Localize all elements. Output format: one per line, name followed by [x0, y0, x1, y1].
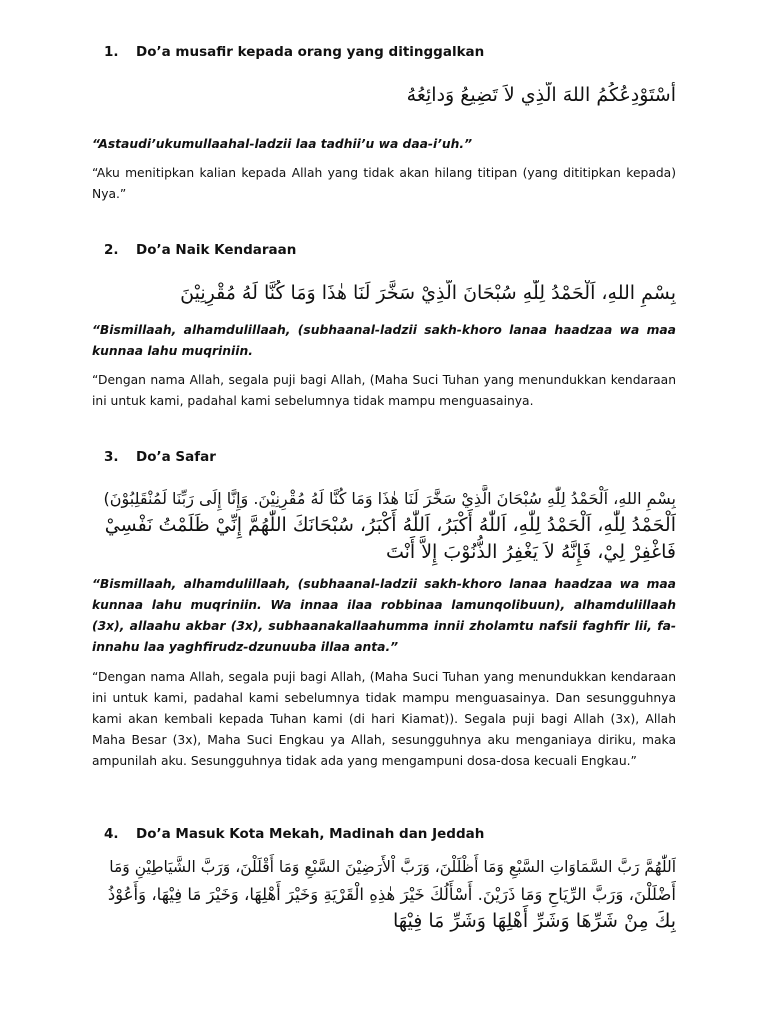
arabic-line: اَللّٰهُمَّ رَبَّ السَّمَاوَاتِ السَّبْعِ وَمَا أَظْلَلْنَ، وَرَبَّ اْلأَرَضِيْنَ السَّبْعِ وَمَا أَقْلَلْنَ، وَرَبَّ الشَّيَاطِيْنِ وَمَا — [109, 858, 676, 876]
section-number: 1. — [104, 44, 119, 60]
section-heading — [92, 242, 296, 258]
arabic-line: بِسْمِ اللهِ، اَلْحَمْدُ لِلّٰهِ سُبْحَانَ الَّذِيْ سَخَّرَ لَنَا هٰذَا وَمَا كُنَّا لَهُ مُقْرِنِيْنَ. وَإِنَّا إِلَى رَبِّنَا لَمُنْقَلِبُوْنَ) — [103, 489, 676, 508]
translation: “Aku menitipkan kalian kepada Allah yang tidak akan hilang titipan (yang dititipkan kepada) Nya.” — [92, 166, 676, 201]
arabic-line: اَلْحَمْدُ لِلّٰهِ، اَلْحَمْدُ لِلّٰهِ، اَللّٰهُ أَكْبَرُ، اَللّٰهُ أَكْبَرُ، سُبْحَانَكَ اللّٰهُمَّ إِنِّيْ ظَلَمْتُ نَفْسِيْ — [104, 514, 676, 536]
section-number: 4. — [104, 826, 119, 842]
section-title: Do’a Naik Kendaraan — [136, 242, 297, 258]
section-number: 3. — [104, 449, 119, 465]
section-title: Do’a musafir kepada orang yang ditinggalkan — [136, 44, 485, 60]
arabic-line: بِسْمِ اللهِ، اَلْحَمْدُ لِلّٰهِ سُبْحَانَ الَّذِيْ سَخَّرَ لَنَا هٰذَا وَمَا كُنَّا لَهُ مُقْرِنِيْنَ — [180, 282, 676, 304]
section-heading — [92, 449, 216, 465]
transliteration: “Bismillaah, alhamdulillaah, (subhaanal-ladzii sakh-khoro lanaa haadzaa wa maa kunnaa lahu muqriniin. — [92, 323, 676, 358]
arabic-text — [92, 280, 676, 307]
section-number: 2. — [104, 242, 119, 258]
section-title: Do’a Masuk Kota Mekah, Madinah dan Jeddah — [136, 826, 485, 842]
arabic-text — [92, 854, 676, 935]
transliteration: “Bismillaah, alhamdulillaah, (subhaanal-ladzii sakh-khoro lanaa haadzaa wa maa kunnaa lahu muqriniin. Wa innaa ilaa robbinaa lamunqolibuun), alhamdulillaah (3x), allaahu akbar (3x), subhaanakallaahumma innii zholamtu nafsii faghfir lii, fa-innahu laa yaghfirudz-dzunuuba illaa anta.” — [92, 577, 676, 654]
arabic-line: فَاغْفِرْ لِيْ، فَإِنَّهُ لاَ يَغْفِرُ الذُّنُوْبَ إِلاَّ أَنْتَ — [385, 541, 676, 563]
section-heading — [92, 826, 484, 842]
arabic-line: أَسْتَوْدِعُكُمُ اللهَ الَّذِي لاَ تَضِيعُ وَدائِعُهُ — [406, 84, 676, 106]
section-heading — [92, 44, 484, 60]
arabic-line: أَضْلَلْنَ، وَرَبَّ الرِّيَاحِ وَمَا ذَرَيْنَ. أَسْأَلُكَ خَيْرَ هٰذِهِ الْقَرْيَةِ وَخَيْرَ أَهْلِهَا، وَخَيْرَ مَا فِيْهَا، وَأَعُوْذُ — [107, 885, 676, 904]
transliteration: “Astaudi’ukumullaahal-ladzii laa tadhii’u wa daa-i’uh.” — [92, 137, 473, 151]
arabic-text — [92, 82, 676, 109]
arabic-text — [92, 485, 676, 566]
arabic-line: بِكَ مِنْ شَرِّهَا وَشَرِّ أَهْلِهَا وَشَرِّ مَا فِيْهَا — [392, 910, 676, 932]
section-title: Do’a Safar — [136, 449, 216, 465]
translation: “Dengan nama Allah, segala puji bagi Allah, (Maha Suci Tuhan yang menundukkan kendaraan ini untuk kami, padahal kami sebelumnya tidak mampu menguasainya. — [92, 373, 676, 408]
translation: “Dengan nama Allah, segala puji bagi Allah, (Maha Suci Tuhan yang menundukkan kendaraan ini untuk kami, padahal kami sebelumnya tidak mampu menguasainya. Dan sesungguhnya kami akan kembali kepada Tuhan kami (di hari Kiamat)). Segala puji bagi Allah (3x), Allah Maha Besar (3x), Maha Suci Engkau ya Allah, sesungguhnya aku menganiaya diriku, maka ampunilah aku. Sesungguhnya tidak ada yang mengampuni dosa-dosa kecuali Engkau.” — [92, 670, 676, 768]
